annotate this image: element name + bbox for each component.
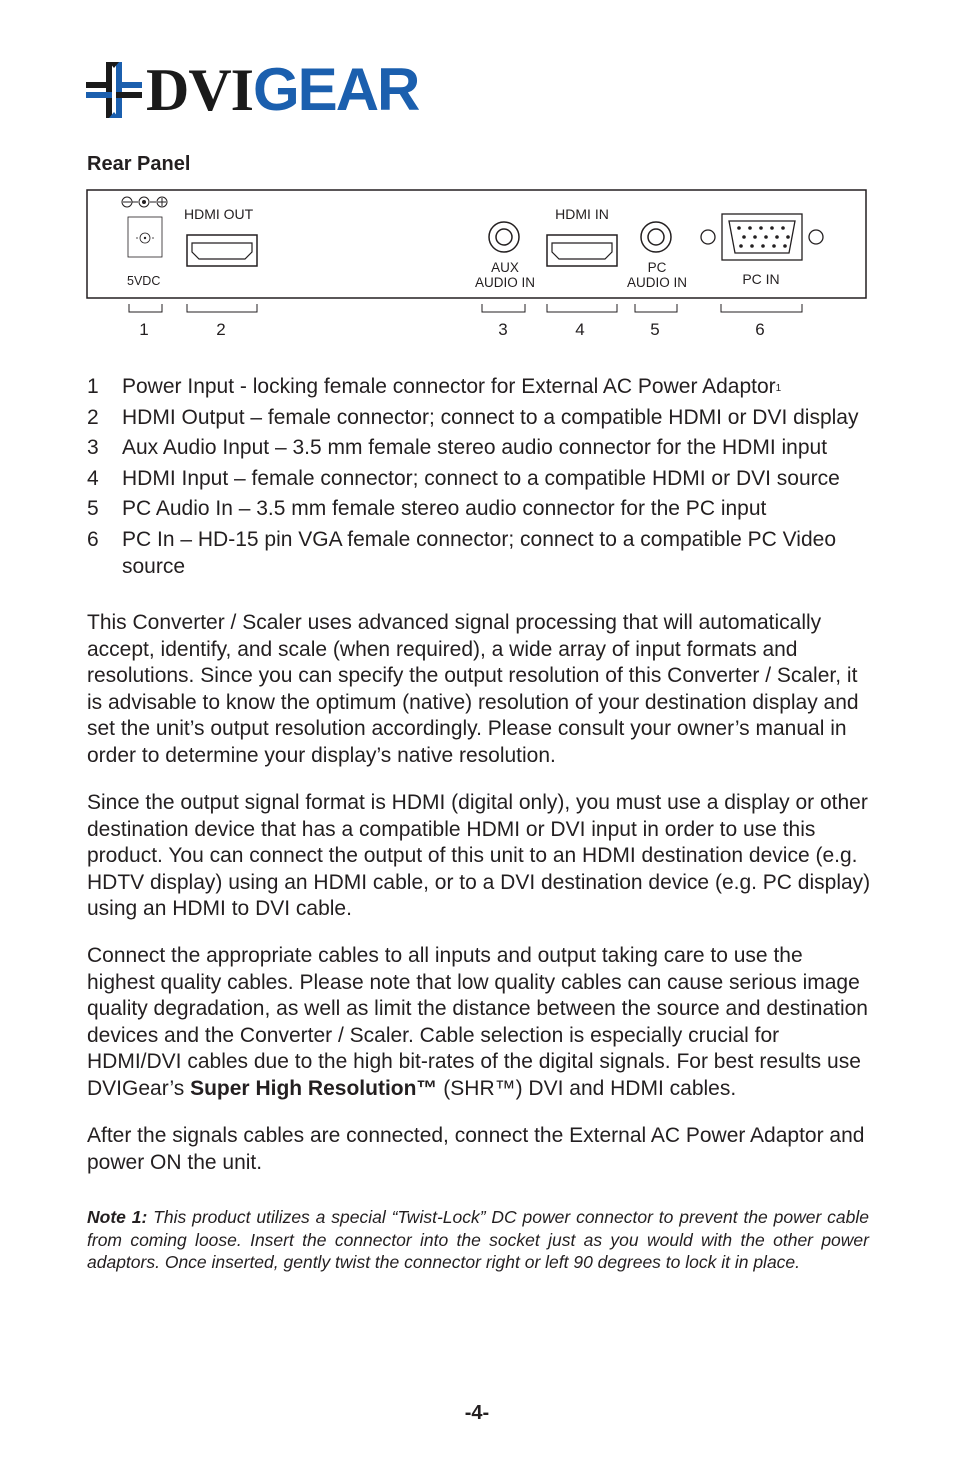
callout-1: 1 bbox=[139, 320, 149, 339]
callout-5: 5 bbox=[650, 320, 660, 339]
shr-cable-name: Super High Resolution™ bbox=[190, 1076, 438, 1100]
vga-port bbox=[701, 214, 823, 260]
paragraph-cables: Connect the appropriate cables to all inputs and output taking care to use the highest quality cables. Please note that low quality cables can cause serious image quality degradation, as well as limit the distance between the source and destination devices and the Converter / Scaler. Cable selection is especially crucial for HDMI/DVI cables due to the high bit-rates of the digital signals. For best results use DVIGear’s Super High Resolution™ (SHR™) DVI and HDMI cables. bbox=[87, 944, 868, 1100]
callout-3: 3 bbox=[498, 320, 508, 339]
dvigear-logo bbox=[86, 56, 426, 123]
paragraph-power: After the signals cables are connected, connect the External AC Power Adaptor and power ON the unit. bbox=[87, 1124, 865, 1174]
pc-audio-label-line1: PC bbox=[647, 260, 667, 275]
paragraph-hdmi-output: Since the output signal format is HDMI (digital only), you must use a display or other destination device that has a compatible HDMI or DVI input in order to use this product. You can connect the output of this unit to an HDMI destination device (e.g. HDTV display) using an HDMI cable, or to a DVI destination device (e.g. PC display) using an HDMI to DVI cable. bbox=[87, 791, 871, 920]
vdc-label: 5VDC bbox=[127, 274, 161, 288]
hdmi-out-port bbox=[187, 235, 257, 266]
page-number: -4- bbox=[464, 1402, 490, 1424]
vga-pins bbox=[737, 226, 790, 248]
note-label: Note 1: bbox=[87, 1207, 148, 1227]
section-title: Rear Panel bbox=[87, 153, 191, 175]
callout-6: 6 bbox=[755, 320, 765, 339]
list-item: 6 PC In – HD-15 pin VGA female connector; connect to a compatible PC Video source bbox=[87, 527, 836, 578]
list-item: 4 HDMI Input – female connector; connect to a compatible HDMI or DVI source bbox=[87, 466, 840, 490]
connector-list bbox=[87, 373, 877, 583]
note-text: This product utilizes a special “Twist-Lock” DC power connector to prevent the power cable from coming loose. Insert the connector into the socket just as you would with the other power adaptors. Once inserted, gently twist the connector right or left 90 degrees to lock it in place. bbox=[87, 1207, 869, 1272]
cross-logo-icon bbox=[86, 62, 142, 118]
polarity-symbol-icon bbox=[122, 197, 167, 207]
pc-in-label: PC IN bbox=[742, 271, 780, 287]
callout-2: 2 bbox=[216, 320, 226, 339]
hdmi-out-label: HDMI OUT bbox=[184, 206, 254, 222]
pc-audio-label-line2: AUDIO IN bbox=[626, 275, 688, 290]
callout-4: 4 bbox=[575, 320, 585, 339]
rear-panel-diagram bbox=[86, 188, 868, 344]
aux-label-line1: AUX bbox=[491, 260, 519, 275]
logo-gear-text: GEAR bbox=[253, 56, 419, 123]
logo-dvi-text: DVI bbox=[146, 57, 254, 123]
list-item: 2 HDMI Output – female connector; connect to a compatible HDMI or DVI display bbox=[87, 405, 859, 429]
power-input-connector bbox=[128, 217, 162, 257]
paragraph-converter-intro: This Converter / Scaler uses advanced signal processing that will automatically accept, identify, and scale (when required), a wide array of input formats and resolutions. Since you can specify the output resolution of this Converter / Scaler, it is advisable to know the optimum (native) resolution of your destination display and set the unit’s output resolution accordingly. Please consult your owner’s manual in order to determine your display’s native resolution. bbox=[87, 611, 859, 767]
list-item: 3 Aux Audio Input – 3.5 mm female stereo audio connector for the HDMI input bbox=[87, 436, 828, 459]
callout-brackets bbox=[129, 304, 802, 312]
list-item: 1 Power Input - locking female connector for External AC Power Adaptor$^1$ bbox=[87, 375, 782, 398]
aux-label-line2: AUDIO IN bbox=[474, 275, 536, 290]
list-item: 5 PC Audio In – 3.5 mm female stereo audio connector for the PC input bbox=[87, 497, 767, 520]
hdmi-in-port bbox=[547, 235, 617, 266]
hdmi-in-label: HDMI IN bbox=[555, 206, 609, 222]
pc-audio-jack bbox=[641, 222, 671, 252]
logo-wordmark bbox=[146, 56, 419, 123]
footnote bbox=[87, 1206, 869, 1274]
aux-audio-jack bbox=[489, 222, 519, 252]
